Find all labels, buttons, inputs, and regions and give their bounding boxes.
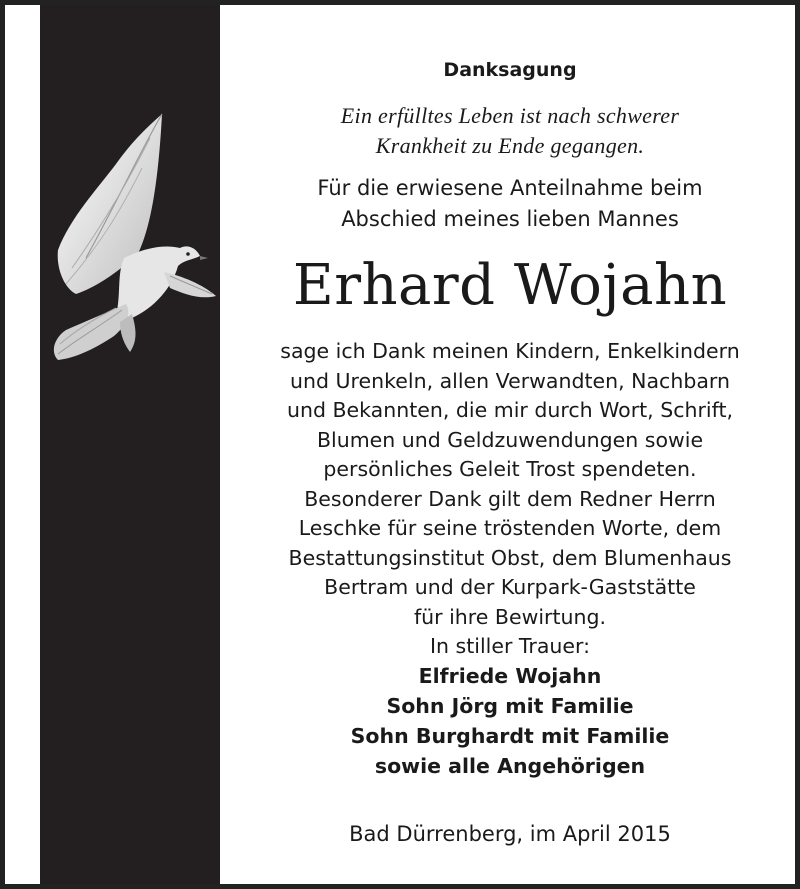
body-line: Bestattungsinstitut Obst, dem Blumenhaus: [288, 545, 732, 570]
body-line: und Urenkeln, allen Verwandten, Nachbarn: [290, 368, 730, 393]
mourner-name: Elfriede Wojahn: [418, 664, 602, 688]
body-line: sage ich Dank meinen Kindern, Enkelkindern: [280, 339, 740, 363]
notice-content: [240, 5, 780, 884]
intro-line: Abschied meines lieben Mannes: [341, 207, 679, 231]
notice-title: Danksagung: [443, 59, 577, 81]
motto-line: Ein erfülltes Leben ist nach schwerer: [340, 103, 680, 128]
mourning-label: In stiller Trauer:: [430, 634, 590, 658]
intro-line: Für die erwiesene Anteilnahme beim: [317, 176, 703, 200]
mourner-name: Sohn Burghardt mit Familie: [350, 724, 670, 748]
intro-text: [240, 173, 780, 235]
motto-line: Krankheit zu Ende gegangen.: [375, 133, 645, 158]
dove-icon: [46, 108, 218, 363]
body-line: und Bekannten, die mir durch Wort, Schrift,: [286, 398, 734, 422]
thanks-body: [240, 337, 780, 632]
deceased-name: Erhard Wojahn: [292, 253, 728, 318]
mourner-name: sowie alle Angehörigen: [374, 754, 646, 778]
body-line: Blumen und Geldzuwendungen sowie: [316, 427, 704, 452]
body-line: für ihre Bewirtung.: [413, 604, 607, 629]
body-line: Bertram und der Kurpark-Gaststätte: [324, 575, 696, 599]
mourner-name: Sohn Jörg mit Familie: [386, 694, 634, 718]
mourners-block: [240, 631, 780, 781]
place-and-date: Bad Dürrenberg, im April 2015: [349, 822, 671, 846]
body-line: Leschke für seine tröstenden Worte, dem: [298, 516, 722, 540]
body-line: persönliches Geleit Trost spendeten.: [323, 457, 697, 481]
motto: [240, 101, 780, 161]
body-line: Besonderer Dank gilt dem Redner Herrn: [304, 486, 716, 511]
